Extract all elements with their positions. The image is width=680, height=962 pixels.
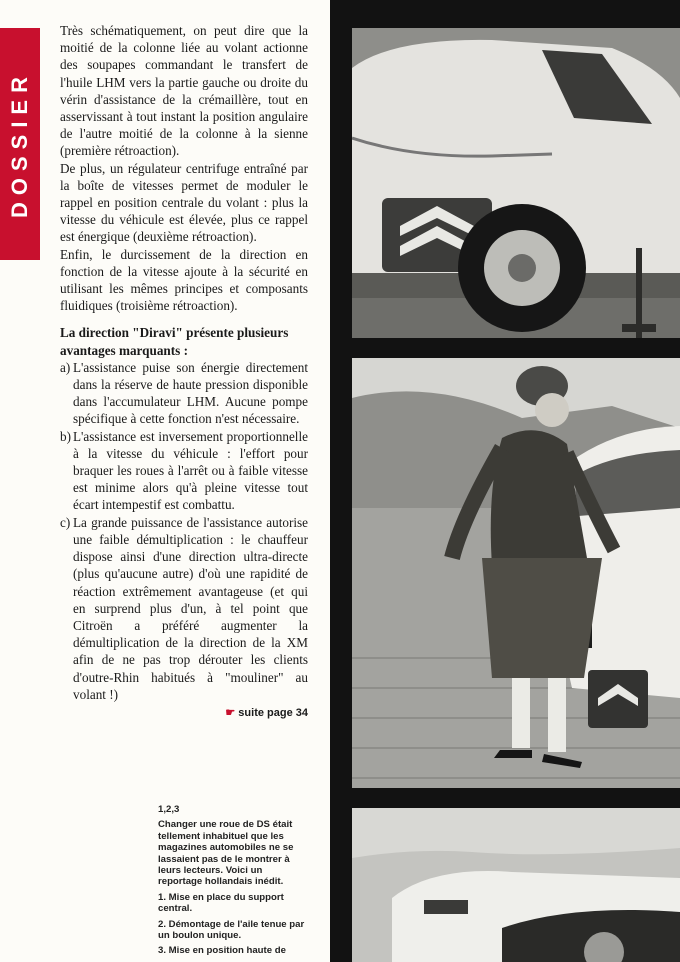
list-item	[60, 359, 308, 428]
list-item	[60, 514, 308, 703]
caption-step: 1. Mise en place du support central.	[158, 891, 284, 915]
list-item	[60, 428, 308, 514]
caption-step: 2. Démontage de l'aile tenue par un boulon unique.	[158, 918, 305, 942]
section-tab	[0, 28, 40, 260]
list-item-label: b)	[60, 428, 71, 444]
article-column	[60, 22, 308, 722]
section-tab-label: DOSSIER	[7, 69, 32, 219]
list-item-text: L'assistance est inversement proportionnelle à la vitesse du véhicule : l'effort pour braquer les roues à l'arrêt ou à faible vitesse est minime alors qu'à pleine vitesse tout écart intempestif est combattu.	[73, 428, 308, 513]
advantages-heading: La direction "Diravi" présente plusieurs avantages marquants :	[60, 325, 289, 358]
list-item-text: La grande puissance de l'assistance autorise une faible démultiplication : le chauffeur dispose ainsi d'une direction ultra-directe (plus qu'aucune autre) d'où une rapidité de réaction extrêmement avantageuse (et qui en surprend plus d'un, à tel point que Citroën a préféré augmenter la démultiplication de la direction de la XM afin de ne pas trop dérouter les clients d'outre-Rhin habitués à "mouliner" au volant !)	[73, 514, 308, 702]
continued-label: suite page 34	[238, 706, 308, 719]
caption-intro: Changer une roue de DS était tellement inhabituel que les magazines automobiles ne se lassaient pas de le montrer à leurs lecteurs. Voici un reportage hollandais inédit.	[158, 819, 294, 888]
photo-1	[352, 28, 680, 338]
caption-numbers: 1,2,3	[158, 804, 180, 815]
continued-link[interactable]	[60, 705, 308, 722]
list-item-label: c)	[60, 514, 71, 530]
list-item-text: L'assistance puise son énergie directement dans la réserve de haute pression disponible dans l'accumulateur LHM. Aucune pompe spécifique à cette fonction n'est nécessaire.	[73, 359, 308, 427]
photo-3-image	[352, 808, 680, 962]
photo-1-image	[352, 28, 680, 338]
paragraph-1: Très schématiquement, on peut dire que la moitié de la colonne liée au volant actionne des soupapes commandant le transfert de l'huile LHM vers la partie gauche ou droite du vérin d'assistance de la crémaillère, tout en asservissant à tout instant la position angulaire de l'autre moitié de la colonne à la sienne (première rétroaction).	[60, 23, 308, 159]
list-item-label: a)	[60, 359, 71, 375]
paragraph-2: De plus, un régulateur centrifuge entraîné par la boîte de vitesses permet de moduler le rappel en position centrale du volant : plus la vitesse du véhicule est élevée, plus ce rappel est énergique (deuxième rétroaction).	[60, 160, 308, 245]
photo-filmstrip	[330, 0, 680, 962]
photo-2-image	[352, 358, 680, 788]
caption-step: 3. Mise en position haute de	[158, 945, 286, 957]
photo-2	[352, 358, 680, 788]
paragraph-3: Enfin, le durcissement de la direction en fonction de la vitesse ajoute à la sécurité en utilisant les mêmes principes et composants fluidiques (troisième rétroaction).	[60, 246, 308, 314]
photo-3	[352, 808, 680, 962]
photo-caption	[158, 804, 308, 961]
pointing-hand-icon: ☛	[225, 706, 236, 719]
